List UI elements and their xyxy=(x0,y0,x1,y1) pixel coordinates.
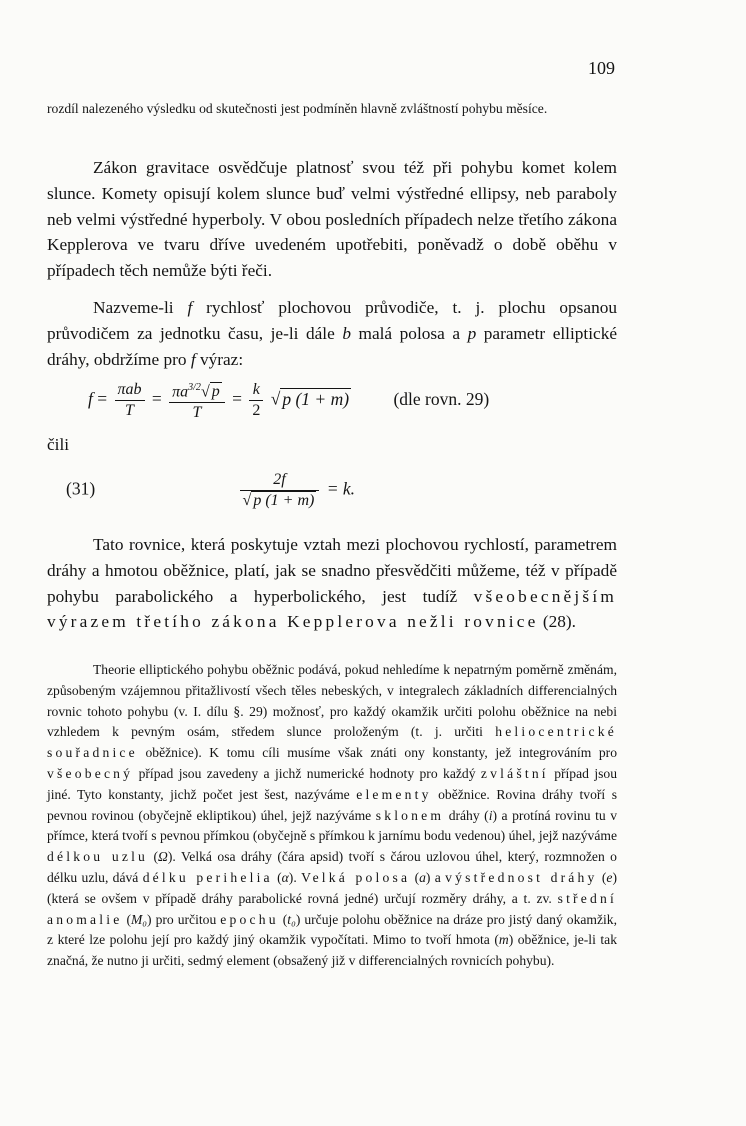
paragraph-general-kepler: Tato rovnice, která poskytuje vztah mezi plochovou rychlostí, parametrem dráhy a hmotou oběžnice, platí, jak se snadno přesvědčiti můžeme, též v případě pohybu parabolického a hyperbolického, jest tudíž všeobecnějším výrazem třetího zákona Kepplerova nežli rovnice (28). xyxy=(47,535,617,632)
fraction-2f-over-root: $\frac{2f}{√ p (1 + m)}$ xyxy=(240,470,320,511)
equation-number: (31) xyxy=(66,478,96,499)
intro-paragraph: rozdíl nalezeného výsledku od skutečnosti jest podmíněn hlavně zvláštností pohybu měsíce. xyxy=(47,101,548,116)
paragraph-gravitation-comets: Zákon gravitace osvědčuje platnosť svou též při pohybu komet kolem slunce. Komety opisují kolem slunce buď velmi výstředné ellipsy, neb paraboly neb velmi výstředné hyperboly. V obou posledních případech nelze třetího zákona Kepplerova ve tvaru dříve uvedeném upotřebiti, poněvadž o době oběhu v případech těch nemůže býti řeči. xyxy=(47,158,617,281)
equation-31: (31) $\frac{2f}{√ p (1 + m)}$ = k. xyxy=(66,471,356,509)
radical-p-1-plus-m: p (1 + m) xyxy=(282,388,350,409)
equation-areal-velocity: f = $\frac{\text{πab}}{T}$ = $\frac{\pi a^{3/2}√ p}{T}$ = $\frac{k}{2}$ √ p (1 + m) (dle rovn. 29) xyxy=(88,378,489,423)
equation-reference: (dle rovn. 29) xyxy=(393,388,490,409)
fraction-pi-a-root-p-over-T: $\frac{\pi a^{3/2}√ p}{T}$ xyxy=(169,378,225,423)
fraction-k-over-2: $\frac{k}{2}$ xyxy=(249,380,263,421)
cili-label: čili xyxy=(47,435,70,454)
page-number: 109 xyxy=(588,58,615,78)
paragraph-areal-velocity: Nazveme-li f rychlosť plochovou průvodiče, t. j. plochu opsanou průvodičem za jednotku času, je-li dále b malá polosa a p parametr elliptické dráhy, obdržíme pro f výraz: xyxy=(47,298,618,369)
footnote-orbital-elements: Theorie elliptického pohybu oběžnic podává, pokud nehledíme k nepatrným poměrně změnám, způsobeným vzájemnou přitažlivostí všech těles nebeských, v integralech základních differencialných rovnic tohoto pohybu (v. I. dílu §. 29) možnosť, pro každý okamžik určiti polohu oběžnice na nebi vzhledem k pevným osám, středem slunce proloženým (t. j. určiti heliocentrické souřadnice oběžnice). K tomu cíli musíme však znáti ony konstanty, jež integrováním pro všeobecný případ jsou zavedeny a jichž numerické hodnoty pro každý zvláštní případ jsou jiné. Tyto konstanty, jichž počet jest šest, nazýváme elementy oběžnice. Rovina dráhy tvoří s pevnou rovinou (obyčejně ekliptikou) úhel, jejž nazýváme sklonem dráhy (i) a protíná rovinu tu v přímce, která tvoří s pevnou přímkou (obyčejně s přímkou k jarnímu bodu vedenou) úhel, jejž nazýváme délkou uzlu (Ω). Velká osa dráhy (čára apsid) tvoří s čárou uzlovou úhel, který, rozmnožen o délku uzlu, dává délku perihelia (α). Velká polosa (a) a výstřednost dráhy (e) (která se ovšem v případě dráhy parabolické rovná jedné) určují rozměry dráhy, a t. zv. střední anomalie (M₀) pro určitou epochu (t₀) určuje polohu oběžnice na dráze pro jistý daný okamžik, z které lze polohu její pro každý jiný okamžik vypočítati. Mimo to tvoří hmota (m) oběžnice, je-li tak značná, že nutno ji určiti, sedmý element (obsažený již v differencialných rovnicích pohybu). xyxy=(47,662,617,969)
fraction-pi-ab-over-T: $\frac{\text{πab}}{T}$ xyxy=(115,380,145,421)
